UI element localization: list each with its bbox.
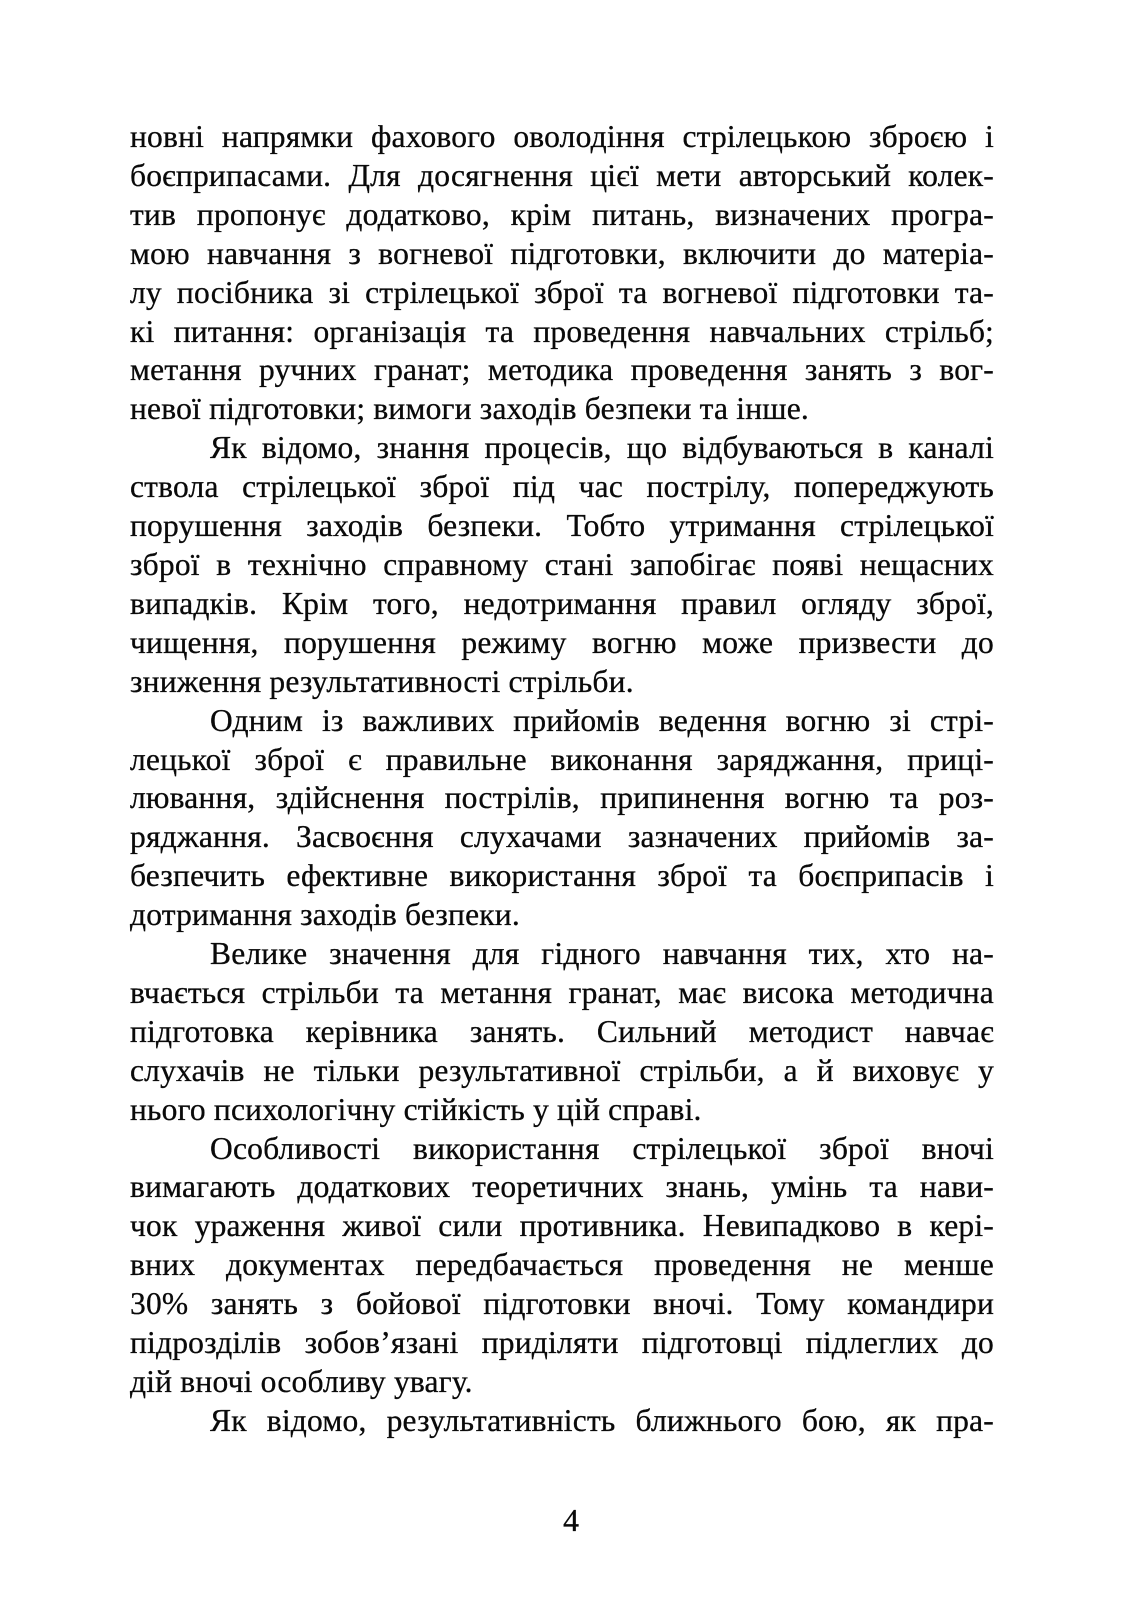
text-line: зниження результативності стрільби.	[130, 663, 634, 699]
page-number: 4	[563, 1502, 579, 1538]
text-line: ряджання. Засвоєння слухачами зазначених прийомів за-	[130, 819, 994, 855]
text-line: чок ураження живої сили противника. Невипадково в кері-	[130, 1208, 994, 1244]
text-line: лу посібника зі стрілецької зброї та вогневої підготовки та-	[130, 274, 994, 310]
text-line: слухачів не тільки результативної стрільби, а й виховує у	[130, 1052, 994, 1088]
text-line: метання ручних гранат; методика проведення занять з вог-	[130, 352, 994, 388]
text-line: лювання, здійснення пострілів, припинення вогню та роз-	[130, 780, 994, 816]
text-line: безпечить ефективне використання зброї та боєприпасів і	[130, 858, 994, 894]
text-line: новні напрямки фахового оволодіння стрілецькою зброєю і	[130, 119, 994, 154]
text-line: боєприпасами. Для досягнення цієї мети авторський колек-	[130, 157, 994, 193]
text-line: вних документах передбачається проведення не менше	[130, 1247, 994, 1283]
text-line: 30% занять з бойової підготовки вночі. Тому командири	[130, 1286, 994, 1322]
text-line: мою навчання з вогневої підготовки, включити до матеріа-	[130, 235, 994, 271]
text-line: підрозділів зобов’язані приділяти підготовці підлеглих до	[130, 1325, 994, 1361]
text-line: зброї в технічно справному стані запобігає появі нещасних	[130, 546, 994, 582]
text-line: Велике значення для гідного навчання тих, хто на-	[210, 936, 994, 972]
text-line: лецької зброї є правильне виконання заряджання, приці-	[130, 741, 994, 777]
paragraph	[130, 702, 994, 935]
text-line: дотримання заходів безпеки.	[130, 897, 520, 933]
text-line: ствола стрілецької зброї під час пострілу, попереджують	[130, 469, 994, 505]
page-text-block	[130, 118, 994, 1441]
paragraph	[130, 429, 994, 701]
page-footer	[0, 1500, 1142, 1540]
text-line: тив пропонує додатково, крім питань, визначених програ-	[130, 196, 994, 232]
text-line: випадків. Крім того, недотримання правил огляду зброї,	[130, 585, 994, 621]
paragraph	[130, 1130, 994, 1402]
text-line: вимагають додаткових теоретичних знань, умінь та нави-	[130, 1169, 994, 1205]
text-line: дій вночі особливу увагу.	[130, 1364, 473, 1399]
text-line: підготовка керівника занять. Сильний методист навчає	[130, 1013, 994, 1049]
paragraph	[130, 1402, 994, 1441]
text-line: чищення, порушення режиму вогню може призвести до	[130, 624, 994, 660]
text-line: Як відомо, результативність ближнього бою, як пра-	[210, 1402, 994, 1438]
paragraph	[130, 118, 994, 429]
text-line: вчається стрільби та метання гранат, має висока методична	[130, 974, 994, 1010]
text-line: кі питання: організація та проведення навчальних стрільб;	[130, 313, 994, 349]
text-line: невої підготовки; вимоги заходів безпеки та інше.	[130, 391, 809, 427]
text-line: Особливості використання стрілецької зброї вночі	[210, 1130, 994, 1166]
paragraph	[130, 935, 994, 1130]
text-line: нього психологічну стійкість у цій справі.	[130, 1091, 702, 1127]
text-line: Як відомо, знання процесів, що відбуваються в каналі	[210, 430, 994, 466]
text-line: Одним із важливих прийомів ведення вогню зі стрі-	[210, 702, 994, 738]
text-line: порушення заходів безпеки. Тобто утримання стрілецької	[130, 508, 994, 544]
